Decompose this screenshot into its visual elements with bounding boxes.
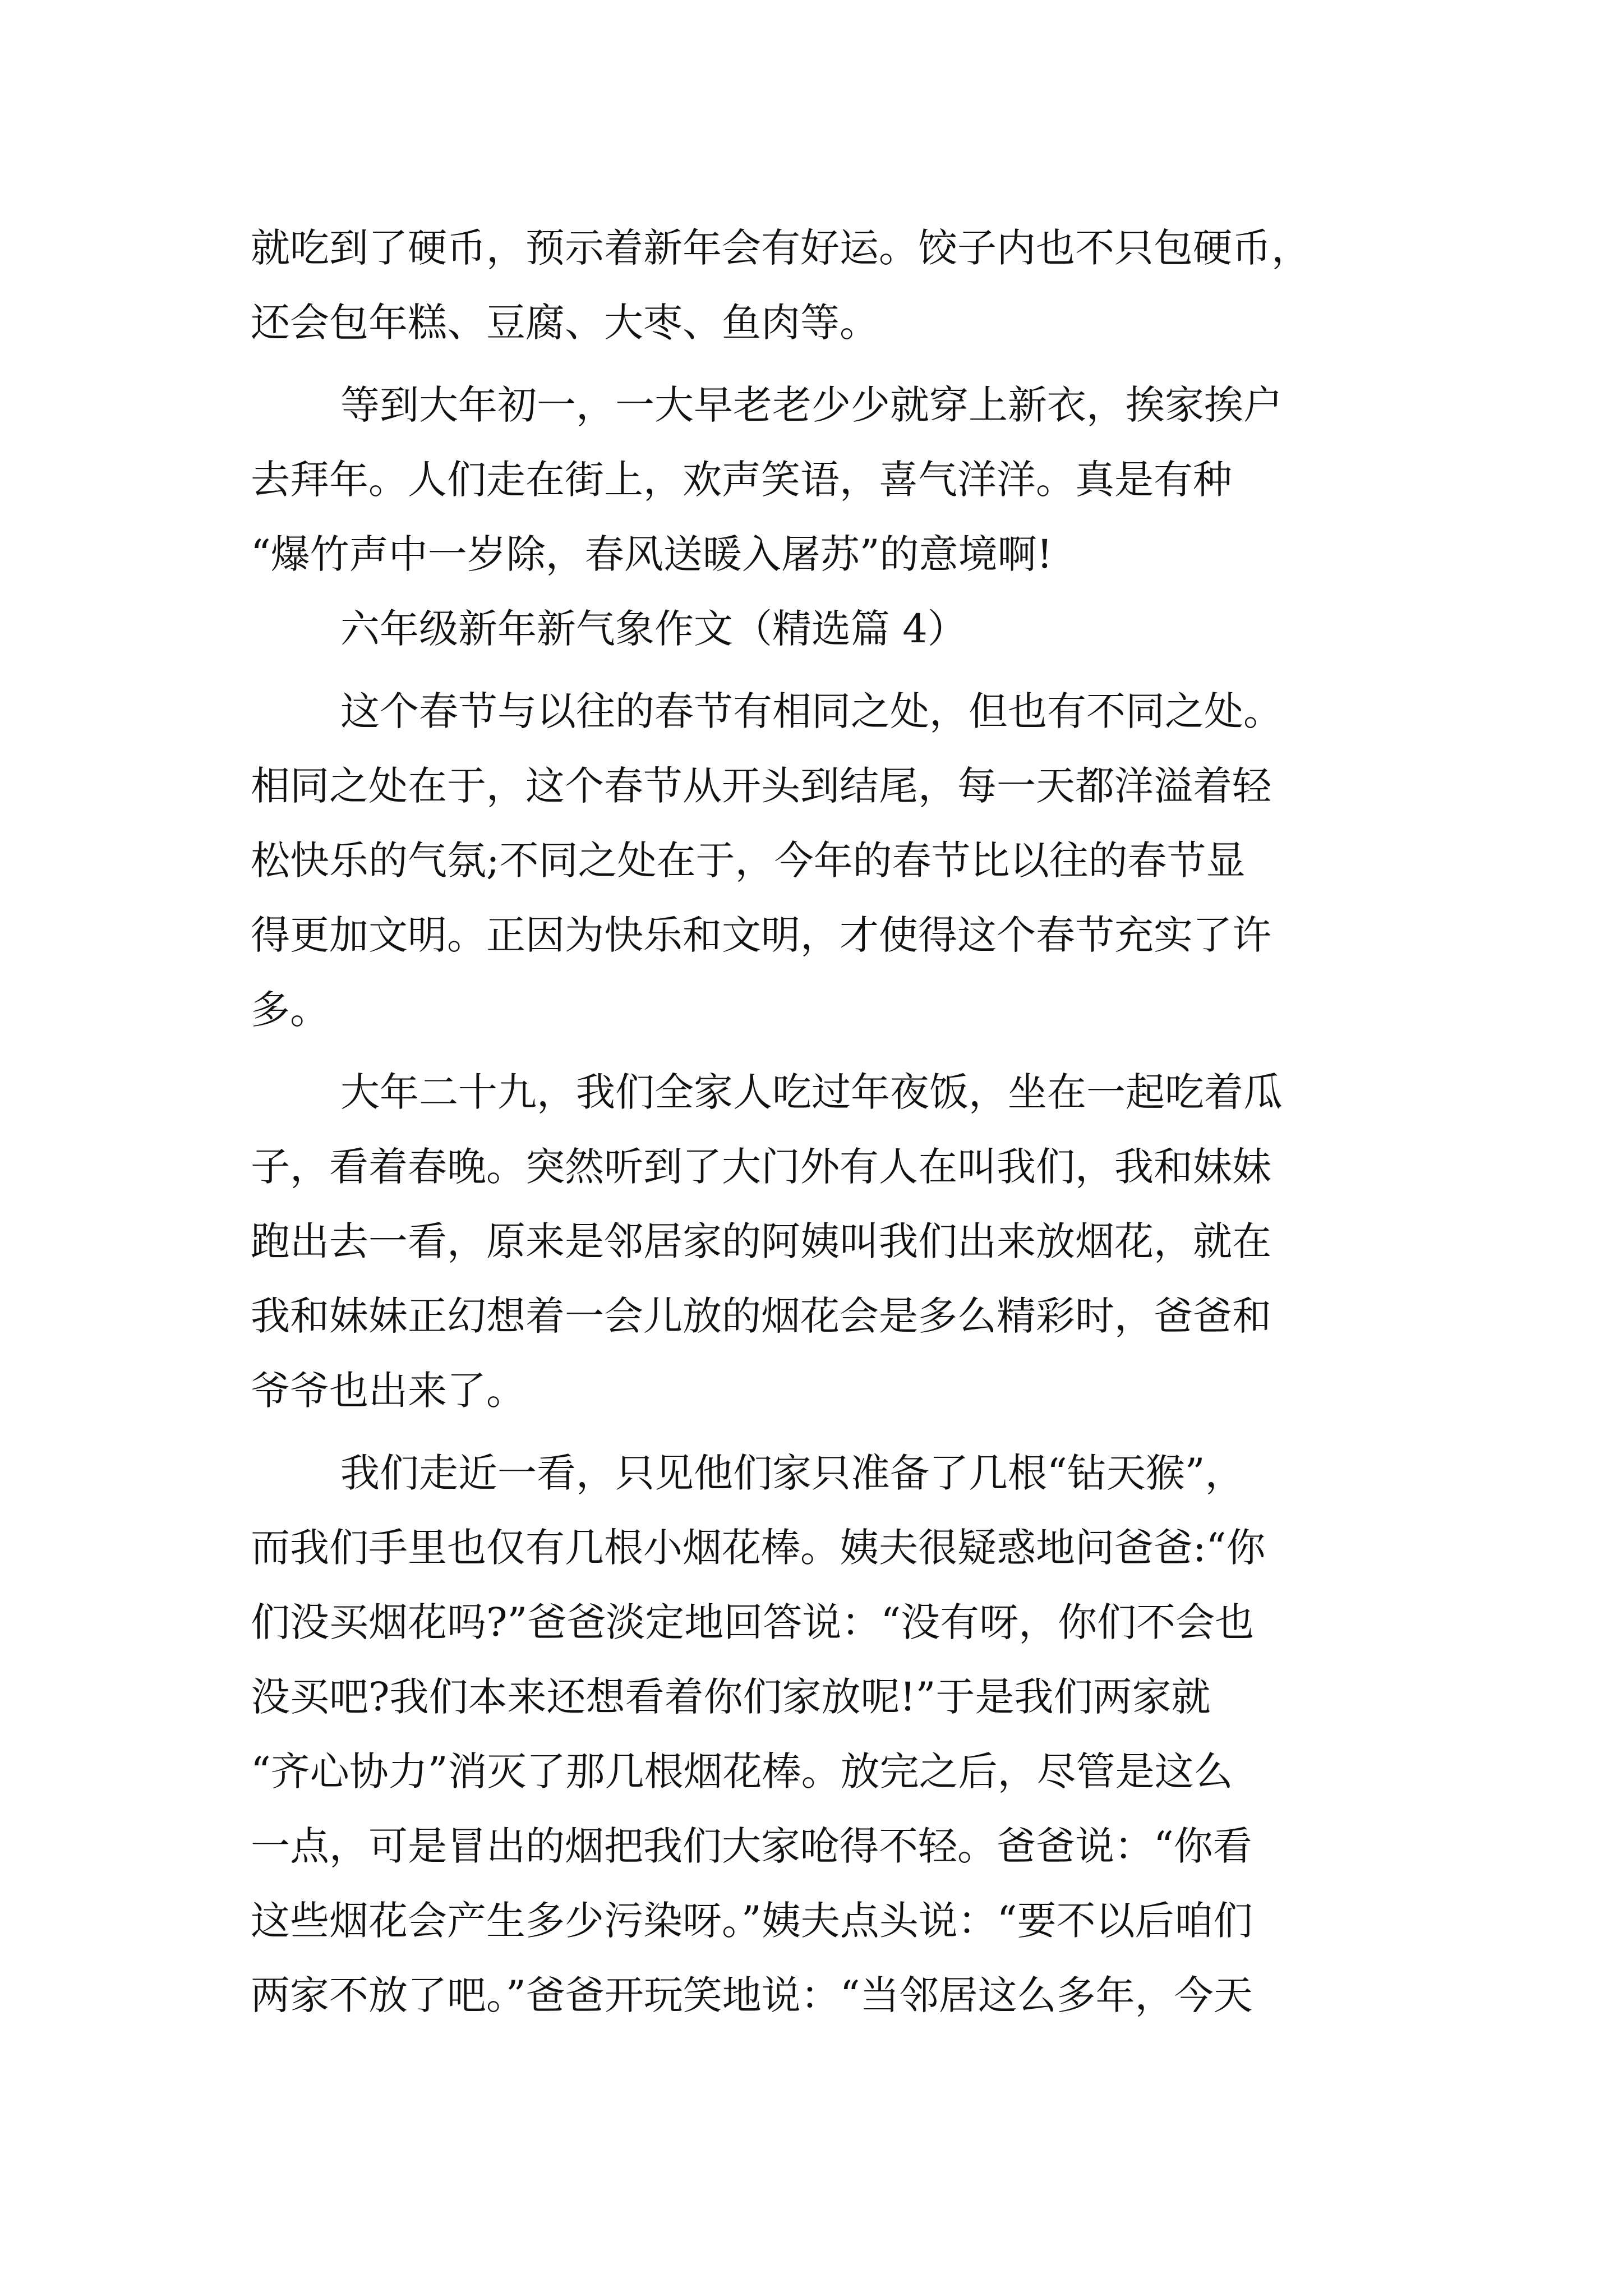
text-line-16: 爷爷也出来了。 [251, 1368, 525, 1414]
body-text [251, 211, 1395, 2033]
section-heading: 六年级新年新气象作文（精选篇 4） [340, 606, 967, 652]
text-line-22: 一点，可是冒出的烟把我们大家呛得不轻。爸爸说：“你看 [251, 1823, 1252, 1869]
text-line-21: “齐心协力”消灭了那几根烟花棒。放完之后，尽管是这么 [251, 1749, 1233, 1795]
text-line-12: 大年二十九，我们全家人吃过年夜饭，坐在一起吃着瓜 [340, 1069, 1283, 1115]
text-line-20: 没买吧?我们本来还想看着你们家放呢!”于是我们两家就 [251, 1674, 1211, 1720]
text-line-11: 多。 [251, 987, 329, 1033]
text-line-18: 而我们手里也仅有几根小烟花棒。姨夫很疑惑地问爸爸:“你 [251, 1525, 1266, 1571]
text-line-1: 就吃到了硬币，预示着新年会有好运。饺子内也不只包硬币， [251, 225, 1311, 271]
text-line-19: 们没买烟花吗?”爸爸淡定地回答说：“没有呀，你们不会也 [251, 1599, 1255, 1645]
text-line-14: 跑出去一看，原来是邻居家的阿姨叫我们出来放烟花，就在 [251, 1218, 1271, 1264]
text-line-23: 这些烟花会产生多少污染呀。”姨夫点头说：“要不以后咱们 [251, 1898, 1253, 1944]
text-line-9: 松快乐的气氛;不同之处在于，今年的春节比以往的春节显 [251, 838, 1246, 884]
text-line-8: 相同之处在于，这个春节从开头到结尾，每一天都洋溢着轻 [251, 763, 1271, 809]
text-line-17: 我们走近一看，只见他们家只准备了几根“钻天猴”， [340, 1450, 1244, 1496]
text-line-15: 我和妹妹正幻想着一会儿放的烟花会是多么精彩时，爸爸和 [251, 1293, 1271, 1339]
text-line-2: 还会包年糕、豆腐、大枣、鱼肉等。 [251, 300, 879, 346]
text-line-4: 去拜年。人们走在街上，欢声笑语，喜气洋洋。真是有种 [251, 457, 1232, 503]
text-line-24: 两家不放了吧。”爸爸开玩笑地说：“当邻居这么多年，今天 [251, 1972, 1253, 2018]
text-line-10: 得更加文明。正因为快乐和文明，才使得这个春节充实了许 [251, 912, 1271, 958]
text-line-13: 子，看着春晚。突然听到了大门外有人在叫我们，我和妹妹 [251, 1144, 1271, 1190]
text-line-3: 等到大年初一，一大早老老少少就穿上新衣，挨家挨户 [340, 382, 1283, 428]
text-line-7: 这个春节与以往的春节有相同之处，但也有不同之处。 [340, 688, 1283, 734]
text-line-5: “爆竹声中一岁除，春风送暖入屠苏”的意境啊! [251, 531, 1053, 577]
